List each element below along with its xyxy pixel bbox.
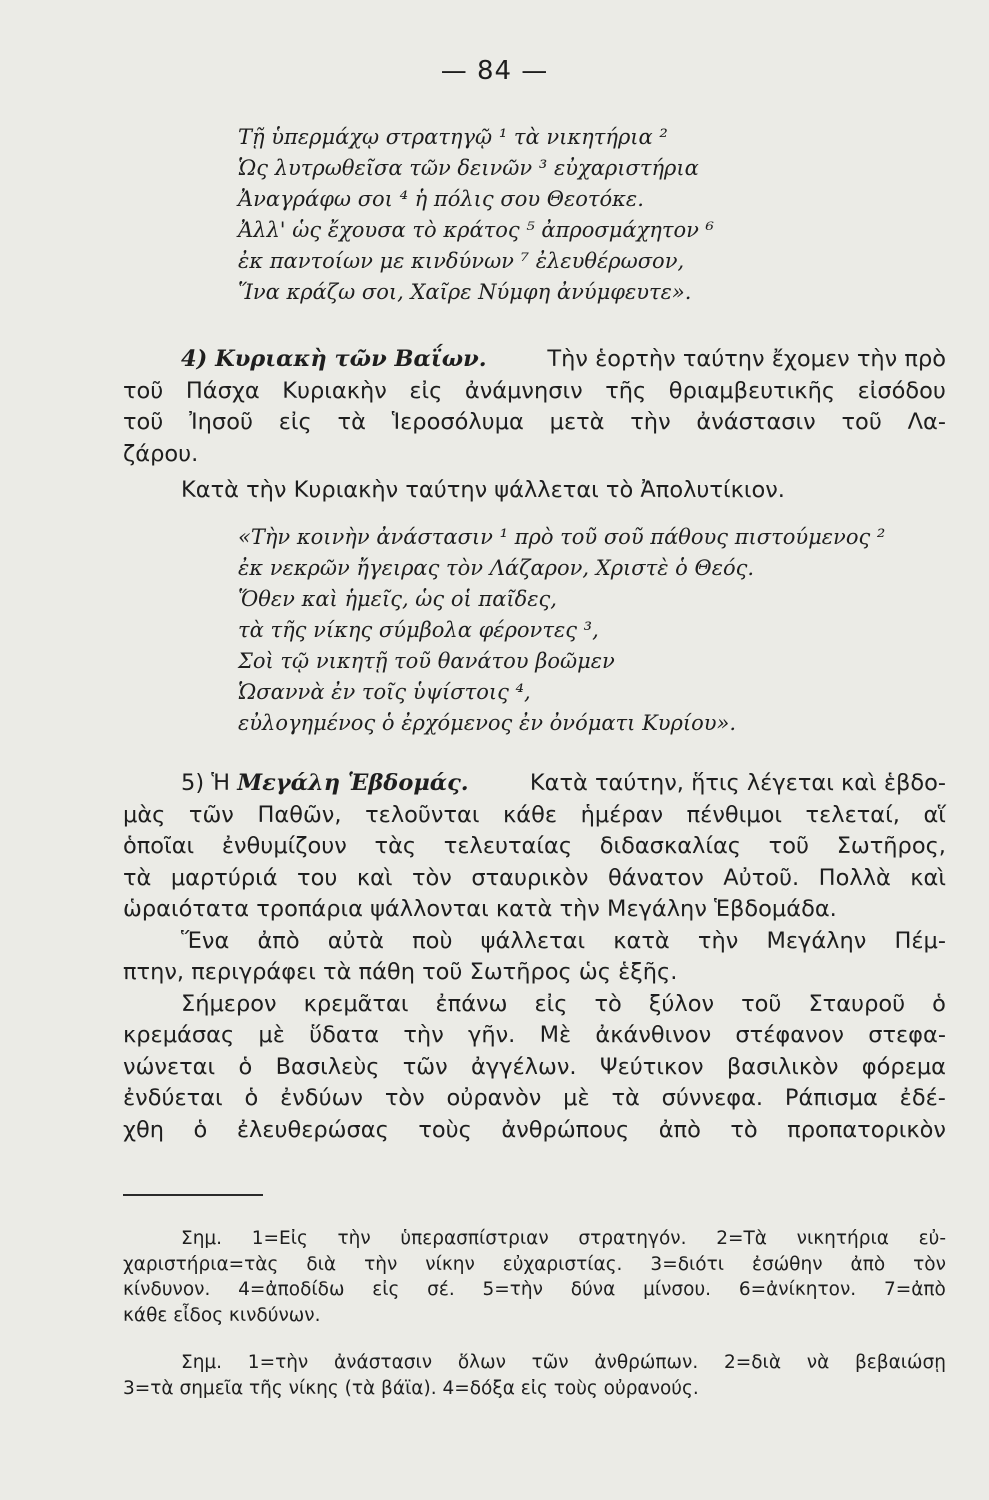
apolytikion-intro (123, 475, 946, 507)
section-5-line: πτην, περιγράφει τὰ πάθη τοῦ Σωτῆρος ὡς ἑξῆς. (123, 959, 678, 985)
hymn-line: ἐκ παντοίων με κινδύνων ⁷ ἐλευθέρωσον, (238, 249, 685, 273)
section-5-line: ὁποῖαι ἐνθυμίζουν τὰς τελευταίας διδασκαλίας τοῦ Σωτῆρος, (123, 833, 946, 859)
section-5-line: τὰ μαρτύριά του καὶ τὸν σταυρικὸν θάνατον Αὐτοῦ. Πολλὰ καὶ (123, 864, 946, 891)
text-line (123, 831, 946, 863)
footnote-text: 3=τὰ σημεῖα τῆς νίκης (τὰ βάϊα). 4=δόξα εἰς τοὺς οὐρανούς. (123, 1377, 699, 1399)
text-line (123, 894, 946, 926)
hymn-line: εὐλογημένος ὁ ἐρχόμενος ἐν ὀνόματι Κυρίου». (238, 711, 737, 735)
text-line (123, 1020, 946, 1052)
intro-line: Κατὰ τὴν Κυριακὴν ταύτην ψάλλεται τὸ Ἀπολυτίκιον. (181, 477, 785, 503)
hymn-line: Ὅθεν καὶ ἡμεῖς, ὡς οἱ παῖδες, (238, 587, 557, 611)
section-5-line: χθη ὁ ἐλευθερώσας τοὺς ἀνθρώπους ἀπὸ τὸ προπατορικὸν (123, 1116, 946, 1143)
section-4-line: τοῦ Ἰησοῦ εἰς τὰ Ἱεροσόλυμα μετὰ τὴν ἀνάστασιν τοῦ Λα- (123, 409, 946, 435)
hymn-line: Ὡς λυτρωθεῖσα τῶν δεινῶν ³ εὐχαριστήρια (238, 156, 699, 180)
footnote-line (123, 1303, 946, 1329)
text-line (123, 863, 946, 895)
text-line (123, 344, 946, 376)
text-line (123, 989, 946, 1021)
footnote-divider (123, 1194, 263, 1196)
text-line (123, 768, 946, 800)
text-line (123, 800, 946, 832)
footnote-text: Σημ. 1=Εἰς τὴν ὑπερασπίστριαν στρατηγόν. 2=Τὰ νικητήρια εὐ- (181, 1228, 946, 1249)
section-5-line: Ἕνα ἀπὸ αὐτὰ ποὺ ψάλλεται κατὰ τὴν Μεγάλην Πέμ- (181, 927, 946, 954)
footnote-text: χαριστήρια=τὰς διὰ τὴν νίκην εὐχαριστίας. 3=διότι ἐσώθην ἀπὸ τὸν (123, 1253, 946, 1275)
section-4-line: Τὴν ἑορτὴν ταύτην ἔχομεν τὴν πρὸ (547, 346, 946, 372)
apolytikion-hymn (238, 522, 885, 739)
text-line (123, 439, 946, 471)
kontakion-hymn (238, 122, 714, 308)
footnote-line (123, 1252, 946, 1278)
section-5-line: νώνεται ὁ Βασιλεὺς τῶν ἀγγέλων. Ψεύτικον βασιλικὸν φόρεμα (123, 1053, 946, 1080)
footnote-line (123, 1350, 946, 1376)
text-line (123, 475, 946, 507)
section-5-line: ἐνδύεται ὁ ἐνδύων τὸν οὐρανὸν μὲ τὰ σύννεφα. Ράπισμα ἐδέ- (123, 1085, 946, 1111)
hymn-line: ἐκ νεκρῶν ἤγειρας τὸν Λάζαρον, Χριστὲ ὁ Θεός. (238, 556, 755, 580)
hymn-line: Ἀναγράφω σοι ⁴ ἡ πόλις σου Θεοτόκε. (238, 187, 644, 211)
text-line (123, 926, 946, 958)
footnote-1 (123, 1226, 946, 1328)
footnote-line (123, 1226, 946, 1252)
text-line (123, 1052, 946, 1084)
page-number: — 84 — (440, 56, 549, 86)
section-5-line: Σήμερον κρεμᾶται ἐπάνω εἰς τὸ ξύλον τοῦ Σταυροῦ ὁ (181, 990, 946, 1017)
section-4-line: ζάρου. (123, 440, 199, 467)
section-4-line: τοῦ Πάσχα Κυριακὴν εἰς ἀνάμνησιν τῆς θριαμβευτικῆς εἰσόδου (123, 377, 946, 404)
section-5-heading: Μεγάλη Ἑβδομάς. (237, 770, 469, 796)
footnote-text: κίνδυνον. 4=ἀποδίδω εἰς σέ. 5=τὴν δύνα μίνσου. 6=ἀνίκητον. 7=ἀπὸ (123, 1279, 946, 1300)
hymn-line: «Τὴν κοινὴν ἀνάστασιν ¹ πρὸ τοῦ σοῦ πάθους πιστούμενος ² (238, 525, 886, 549)
footnote-2 (123, 1350, 946, 1401)
footnote-text: Σημ. 1=τὴν ἀνάστασιν ὅλων τῶν ἀνθρώπων. 2=διὰ νὰ βεβαιώσῃ (181, 1352, 946, 1373)
hymn-line: Σοὶ τῷ νικητῇ τοῦ θανάτου βοῶμεν (238, 649, 615, 673)
text-line (123, 407, 946, 439)
text-line (123, 957, 946, 989)
text-line (123, 1083, 946, 1115)
text-line (123, 1115, 946, 1147)
section-5-paragraph (123, 768, 946, 1146)
footnote-line (123, 1277, 946, 1303)
section-4-paragraph (123, 344, 946, 470)
section-4-heading: 4) Κυριακὴ τῶν Βαΐων. (181, 346, 487, 372)
section-5-line: μὰς τῶν Παθῶν, τελοῦνται κάθε ἡμέραν πένθιμοι τελεταί, αἵ (123, 801, 946, 828)
section-5-heading-group (181, 768, 469, 800)
footnote-line (123, 1376, 946, 1402)
hymn-line: τὰ τῆς νίκης σύμβολα φέροντες ³, (238, 618, 599, 642)
section-5-line: Κατὰ ταύτην, ἥτις λέγεται καὶ ἑβδο- (529, 770, 946, 796)
hymn-line: Ἀλλ' ὡς ἔχουσα τὸ κράτος ⁵ ἀπροσμάχητον ⁶ (238, 218, 714, 242)
text-line (123, 376, 946, 408)
hymn-line: Τῇ ὑπερμάχῳ στρατηγῷ ¹ τὰ νικητήρια ² (238, 125, 668, 149)
section-5-line: κρεμάσας μὲ ὕδατα τὴν γῆν. Μὲ ἀκάνθινον στέφανον στεφα- (123, 1022, 946, 1048)
hymn-line: Ἵνα κράζω σοι, Χαῖρε Νύμφη ἀνύμφευτε». (238, 280, 692, 304)
section-5-line: ὡραιότατα τροπάρια ψάλλονται κατὰ τὴν Μεγάλην Ἑβδομάδα. (123, 896, 837, 922)
footnote-text: κάθε εἶδος κινδύνων. (123, 1304, 321, 1326)
hymn-line: Ὡσαννὰ ἐν τοῖς ὑψίστοις ⁴, (238, 680, 531, 704)
section-5-number: 5) Ἡ (181, 770, 231, 796)
